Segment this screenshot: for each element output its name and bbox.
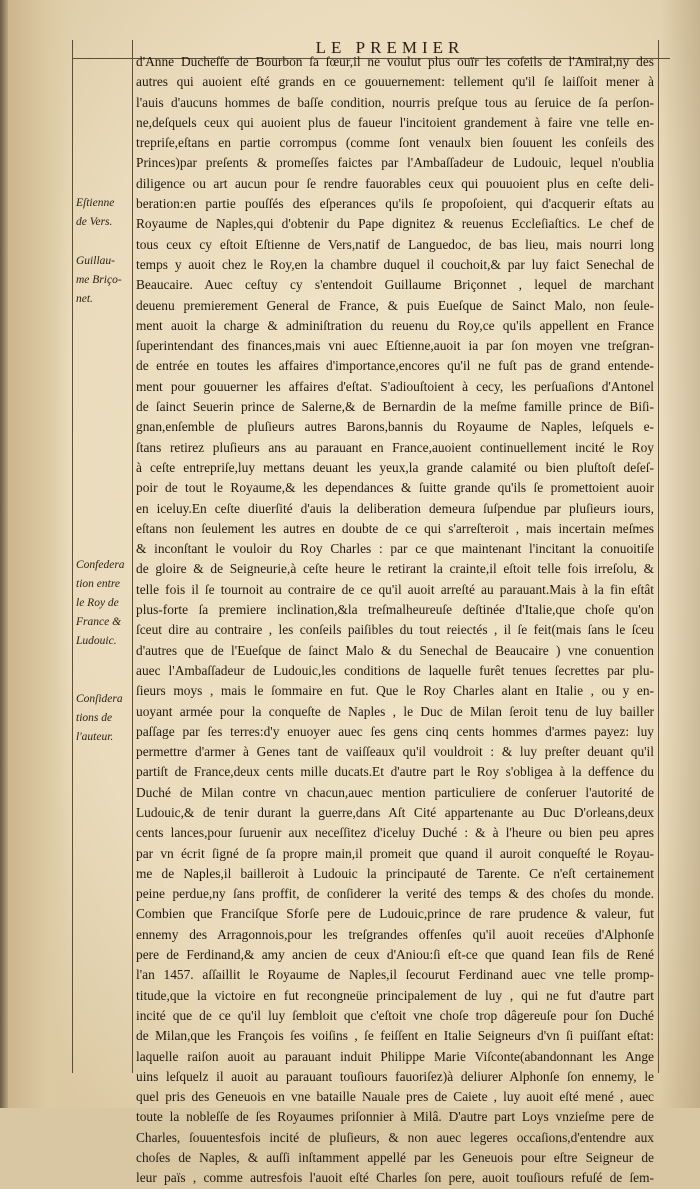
text-line: d'Anne Ducheſſe de Bourbon ſa ſœur,il ne voulut plus ouïr les coſeils de l'Amiral,ny des (136, 54, 654, 69)
text-line: ment pour gouuerner les affaires d'eſtat. S'adiouſtoient à cecy, les perſuaſions d'Antonel (136, 378, 654, 394)
text-line: quel pris des Geneuois en vne bataille Nauale pres de Caiete , luy auoit eſté mené , auec (136, 1089, 654, 1105)
text-line: cents lances,pour ſuruenir aux neceſſitez d'iceluy Duché : & à l'heure ou bien peu apres (136, 825, 654, 841)
text-line: tous ceux cy eſtoit Eſtienne de Vers,natif de Languedoc, de bas lieu, mais nourri long (136, 236, 654, 252)
inner-margin-rule (132, 40, 133, 1073)
text-line: ſtans retirez pluſieurs ans au parauant en France,auoient continuellement incité le Roy (136, 439, 654, 455)
text-line: Charles, ſouuentesfois incité de pluſieurs, & non auec legeres occaſions,d'entendre aux (136, 1129, 654, 1145)
text-line: choſes de Naples, & auſſi inſtamment appellé par les Geneuois pour eſtre Seigneur de (136, 1150, 654, 1166)
text-line: ſuperintendant des finances,mais vni auec Eſtienne,auoit ia par ſon moyen vne treſgran- (136, 338, 654, 354)
text-line: de Milan,que les François ſes voiſins , ſe feiſſent en Italie Seigneurs d'vn ſi puiſſant eſtat: (136, 1028, 654, 1044)
text-line: partiſt de France,deux cents mille ducats.Et d'autre part le Roy s'obligea à la deffence du (136, 764, 654, 780)
text-line: ne,deſquels ceux qui auoient plus de faueur l'incitoient grandement à faire vne telle en- (136, 114, 654, 130)
text-line: pere de Ferdinand,& amy ancien de ceux d'Aniou:ſi eſt-ce que quand Iean fils de René (136, 947, 654, 963)
margin-note-line: net. (76, 293, 93, 305)
text-line: Duché de Milan contre vn chacun,auec mention particuliere de conſeruer l'autorité de (136, 784, 654, 800)
binding-gutter (0, 0, 8, 1108)
margin-note-estienne (76, 194, 131, 232)
text-line: laquelle raiſon auoit au parauant induit Philippe Marie Viſconte(abandonnant les Ange (136, 1048, 654, 1064)
text-line: peine perdue,ny ſans proffit, de conſiderer la verité des temps & des choſes du monde. (136, 886, 654, 902)
text-line: Beaucaire. Auec ceſtuy cy s'entendoit Guillaume Briçonnet , lequel de marchant (136, 277, 654, 293)
text-line: ſieurs moys , mais le ſommaire en fut. Que le Roy Charles alant en Italie , ou y en- (136, 683, 654, 699)
margin-note-line: le Roy de (76, 597, 119, 609)
text-line: paſſage par ſes terres:d'y enuoyer auec ſes gens cinq cents hommes d'armes payez: luy (136, 723, 654, 739)
text-line: telle fois il ſe tournoit au contraire de ce qu'il auoit arreſté au parauant.Mais à la fin eſtât (136, 581, 654, 597)
margin-note-line: Ludouic. (76, 635, 117, 647)
margin-note-line: tions de (76, 712, 113, 724)
text-line: Ludouic,& de tenir durant la guerre,dans Aſt Cité appartenante au Duc D'orleans,deux (136, 804, 654, 820)
text-line: diligence ou art aucun pour ſe rendre fauorables ceux qui pouuoient plus en ceſte deli- (136, 175, 654, 191)
margin-note-line: Confedera (76, 559, 125, 571)
margin-note-line: de Vers. (76, 216, 113, 228)
text-line: en iceluy.En ceſte diuerſité d'auis la deliberation demeura ſuſpendue par pluſieurs iours, (136, 500, 654, 516)
text-line: ennemy des Arragonnois,pour les treſgrandes offenſes qu'il auoit receües d'Alphonſe (136, 926, 654, 942)
margin-note-line: l'auteur. (76, 731, 114, 743)
text-line: l'auis d'aucuns hommes de baſſe condition, nourris preſque tous au ſeruice de ſa perſon- (136, 94, 654, 110)
text-line: de ſainct Seuerin prince de Salerne,& de Bernardin de la meſme famille prince de Biſi- (136, 399, 654, 415)
text-line: deuenu premierement General de France, & puis Eueſque de Sainct Malo, non ſeule- (136, 297, 654, 313)
text-line: & inconſtant le vouloir du Roy Charles : par ce que maintenant l'incitant la conuoitiſe (136, 541, 654, 557)
text-line: Combien que Franciſque Sforſe pere de Ludouic,prince de rare prudence & valeur, fut (136, 906, 654, 922)
margin-note-line: Conſidera (76, 693, 123, 705)
margin-note-line: France & (76, 616, 122, 628)
text-line: me de Naples,il bailleroit à Ludouic la principauté de Tarente. Ce n'eſt certainement (136, 865, 654, 881)
text-line: plus-forte ſa premiere inclination,&la treſmalheureuſe deſtinée d'Italie,que choſe qu'on (136, 602, 654, 618)
text-line: trepriſe,eſtans en partie corrompus (comme ſont venaulx bien ſouuent les conſeils des (136, 135, 654, 151)
text-line: permettre d'armer à Genes tant de vaiſſeaux qu'il vouldroit : & luy preſter deuant qu'il (136, 744, 654, 760)
text-line: autres qui auoient eſté grands en ce gouuernement: tellement qu'il ſe laiſſoit mener à (136, 74, 654, 90)
text-line: temps y auoit chez le Roy,en la chambre duquel il couchoit,& par luy faict Senechal de (136, 256, 654, 272)
text-line: uins leſquelz il auoit au parauant touſiours fauoriſez)à deliurer Alphonſe ſon ennemy, le (136, 1068, 654, 1084)
text-line: par vn écrit ſigné de ſa propre main,il promeit que quand il auroit conqueſté le Royau- (136, 845, 654, 861)
text-line: poir de tout le Royaume,& les dependances & ſuitte grande qu'ils ſe promettoient auoir (136, 480, 654, 496)
text-line: titude,que la victoire en fut recongneüe principalement de luy , qui ne fut d'autre part (136, 987, 654, 1003)
text-line: Royaume de Naples,qui d'obtenir du Pape dignitez & reuenus Eccleſiaſtics. Le chef de (136, 216, 654, 232)
text-line: ment auoit la charge & adminiſtration du reuenu du Roy,ce qu'ils appellent en France (136, 317, 654, 333)
text-line: de gloire & de Seigneurie,à ceſte heure le retirant la crainte,il eſtoit telle fois irreſolu, & (136, 561, 654, 577)
text-line: uoyant armée pour la conqueſte de Naples , le Duc de Milan ſeroit tenu de luy bailler (136, 703, 654, 719)
text-line: beration:en partie pouſſés des eſperances qu'ils ſe propoſoient, qui d'acquerir eſtats au (136, 196, 654, 212)
page-right-shadow (660, 0, 700, 1108)
text-line: Princes)par preſents & promeſſes faictes par l'Ambaſſadeur de Ludouic, lequel n'oublia (136, 155, 654, 171)
text-line: d'autres que de l'Eueſque de ſainct Malo & du Senechal de Beaucaire ) vne conuention (136, 642, 654, 658)
text-line: de entrée en toutes les affaires d'importance,encores qu'il ne fuſt pas de grand entende- (136, 358, 654, 374)
margin-note-confederation (76, 556, 131, 651)
outer-margin-rule (72, 40, 73, 1073)
margin-note-line: Eſtienne (76, 197, 115, 209)
text-line: ſceut dire au contraire , les conſeils paiſibles du tout reiectés , il ſe feit(mais ſans le ſceu (136, 622, 654, 638)
margin-note-guillaume (76, 252, 131, 309)
text-line: auec l'Ambaſſadeur de Ludouic,les conditions de laquelle furêt tenues ſecrettes par plu- (136, 662, 654, 678)
margin-note-line: Guillau- (76, 255, 115, 267)
page-left-edge (0, 0, 70, 1108)
running-head: LE PREMIER (315, 38, 465, 57)
text-line: à ceſte entrepriſe,luy mettans deuant les yeux,la grande calamité ou bien pluſtoſt deſeſ- (136, 459, 654, 475)
margin-note-line: me Briço- (76, 274, 122, 286)
margin-note-considerations (76, 690, 131, 747)
text-line: eſtans non ſeulement les autres en doubte de ce qui s'arreſteroit , mais incertain meſmes (136, 520, 654, 536)
text-line: incité que de ce qu'il luy ſembloit que c'eſtoit vne choſe trop dâgereuſe pour ſon Duché (136, 1007, 654, 1023)
text-line: toute la nobleſſe de ſes Royaumes priſonnier à Milâ. D'autre part Loys vnzieſme pere de (136, 1109, 654, 1125)
text-line: gnan,enſemble de pluſieurs autres Barons,bannis du Royaume de Naples, leſquels e- (136, 419, 654, 435)
right-margin-rule (658, 40, 659, 1073)
text-line: leur païs , comme autresfois l'auoit eſté Charles ſon pere, auoit touſiours refuſé de ſem- (136, 1170, 654, 1186)
margin-note-line: tion entre (76, 578, 120, 590)
main-text-block (136, 52, 654, 1189)
text-line: l'an 1457. aſſaillit le Royaume de Naples,il ſecourut Ferdinand auec vne telle promp- (136, 967, 654, 983)
